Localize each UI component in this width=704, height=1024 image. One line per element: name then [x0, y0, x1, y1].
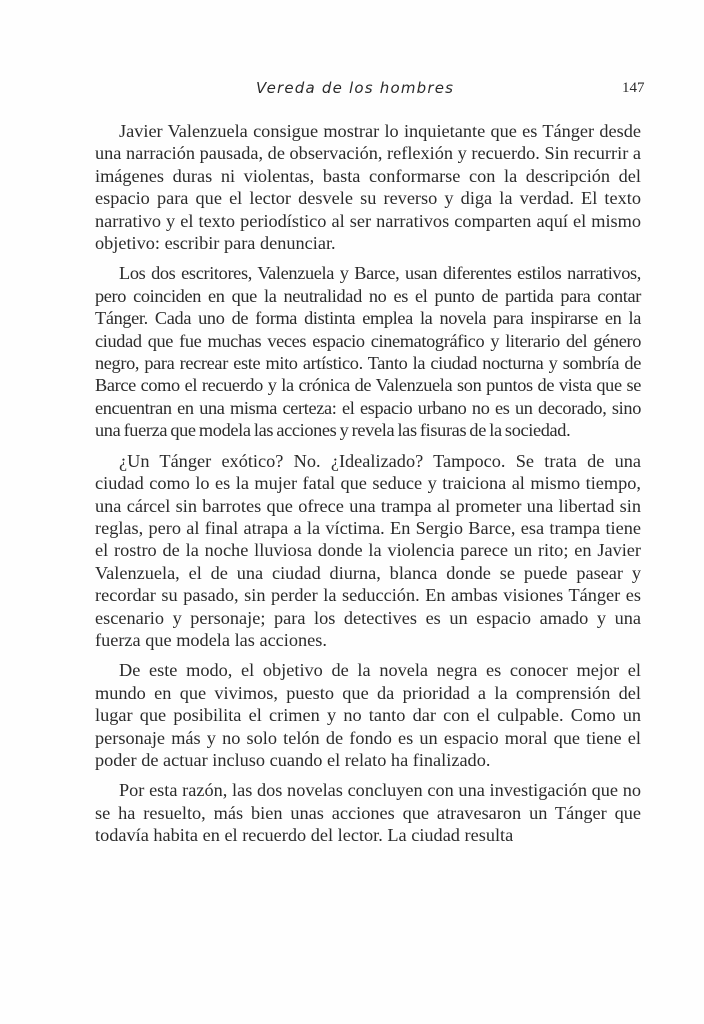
paragraph-2: Los dos escritores, Valenzuela y Barce, usan diferentes estilos narrativos, pero coinciden en que la neutralidad no es el punto de partida para contar Tánger. Cada uno de forma distinta emplea la novela para inspirarse en la ciudad que fue muchas veces espacio cinematográfico y literario del género negro, para recrear este mito artístico. Tanto la ciudad nocturna y sombría de Barce como el recuerdo y la crónica de Valenzuela son puntos de vista que se encuentran en una misma certeza: el espacio urbano no es un decorado, sino una fuerza que modela las acciones y revela las fisuras de la sociedad. — [95, 263, 641, 441]
paragraph-4: De este modo, el objetivo de la novela negra es conocer mejor el mundo en que vivimos, puesto que da prioridad a la comprensión del lugar que posibilita el crimen y no tanto dar con el culpable. Como un personaje más y no solo telón de fondo es un espacio moral que tiene el poder de actuar incluso cuando el relato ha finalizado. — [95, 660, 641, 770]
body-text — [95, 120, 641, 855]
paragraph-5: Por esta razón, las dos novelas concluyen con una investigación que no se ha resuelto, más bien unas acciones que atravesaron un Tánger que todavía habita en el recuerdo del lector. La ciudad resulta — [95, 780, 641, 846]
paragraph-3: ¿Un Tánger exótico? No. ¿Idealizado? Tampoco. Se trata de una ciudad como lo es la mujer fatal que seduce y traiciona al mismo tiempo, una cárcel sin barrotes que ofrece una trampa al prometer una libertad sin reglas, pero al final atrapa a la víctima. En Sergio Barce, esa trampa tiene el rostro de la noche lluviosa donde la violencia parece un rito; en Javier Valenzuela, el de una ciudad diurna, blanca donde se puede pasear y recordar su pasado, sin perder la seducción. En ambas visiones Tánger es escenario y personaje; para los detectives es un espacio amado y una fuerza que modela las acciones. — [95, 450, 641, 650]
running-head-title: Vereda de los hombres — [256, 79, 455, 97]
paragraph-1: Javier Valenzuela consigue mostrar lo inquietante que es Tánger desde una narración pausada, de observación, reflexión y recuerdo. Sin recurrir a imágenes duras ni violentas, basta conformarse con la descripción del espacio para que el lector desvele su reverso y diga la verdad. El texto narrativo y el texto periodístico al ser narrativos comparten aquí el mismo objetivo: escribir para denunciar. — [95, 121, 641, 254]
page-number: 147 — [622, 80, 645, 96]
